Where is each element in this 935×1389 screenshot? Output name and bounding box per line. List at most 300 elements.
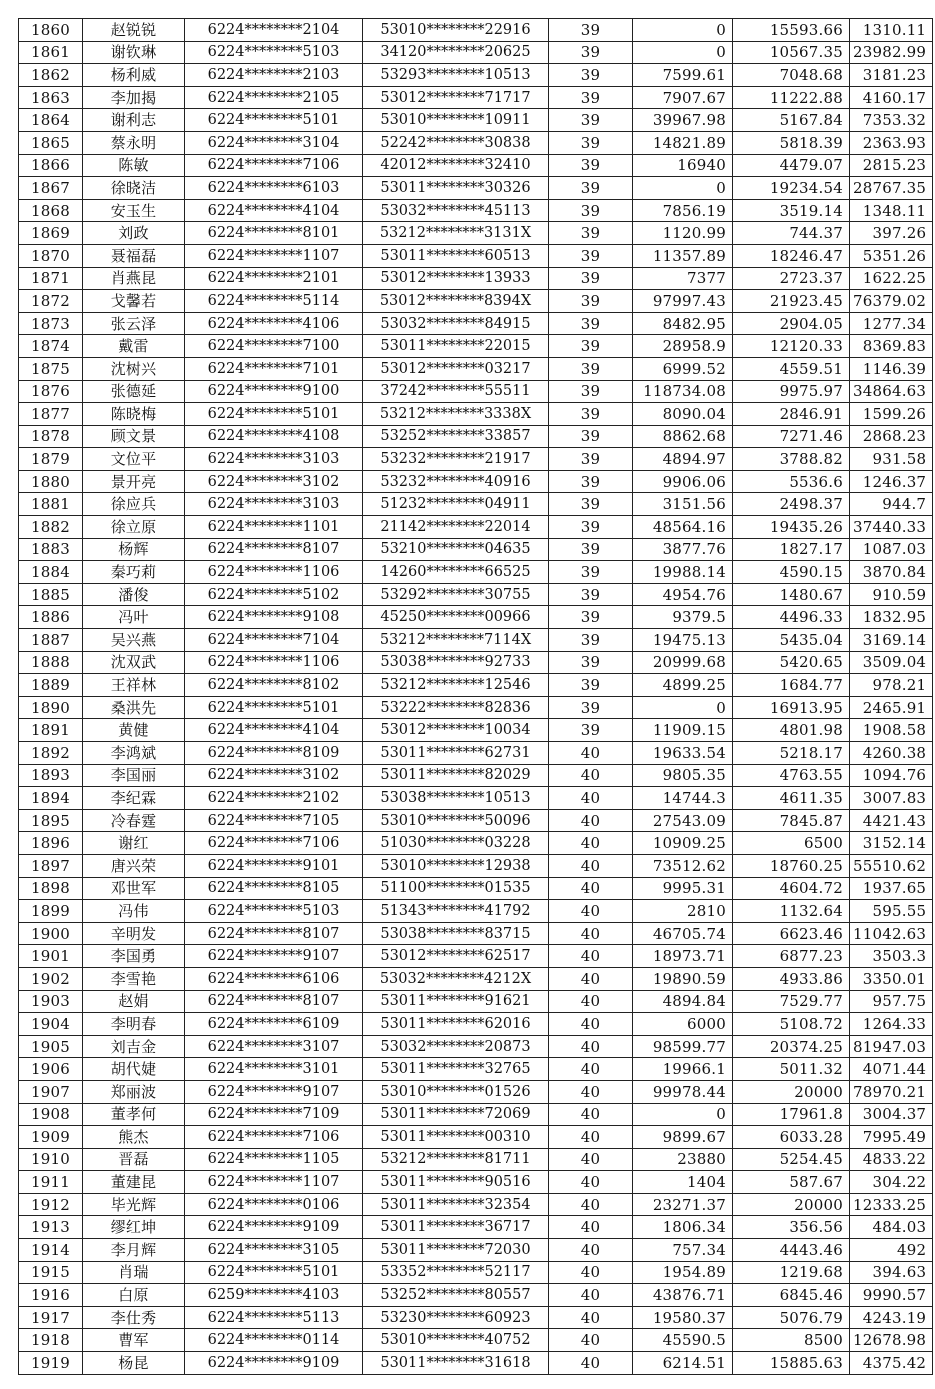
cell-amount-b: 3788.82 bbox=[733, 448, 850, 471]
cell-row-number: 1880 bbox=[19, 470, 83, 493]
cell-bank-account: 6224********7106 bbox=[185, 154, 363, 177]
cell-amount-c: 55510.62 bbox=[850, 854, 933, 877]
cell-age-group: 39 bbox=[549, 357, 633, 380]
cell-amount-a: 6214.51 bbox=[633, 1352, 733, 1375]
cell-bank-account: 6224********1105 bbox=[185, 1148, 363, 1171]
table-row bbox=[19, 1171, 933, 1194]
cell-row-number: 1866 bbox=[19, 154, 83, 177]
cell-bank-account: 6224********7106 bbox=[185, 832, 363, 855]
cell-id-number: 53038********92733 bbox=[363, 651, 549, 674]
cell-amount-b: 7271.46 bbox=[733, 425, 850, 448]
table-row bbox=[19, 109, 933, 132]
cell-age-group: 40 bbox=[549, 1126, 633, 1149]
cell-amount-b: 587.67 bbox=[733, 1171, 850, 1194]
cell-amount-a: 4894.84 bbox=[633, 990, 733, 1013]
table-row bbox=[19, 674, 933, 697]
cell-amount-b: 1219.68 bbox=[733, 1261, 850, 1284]
cell-amount-c: 1622.25 bbox=[850, 267, 933, 290]
cell-amount-b: 3519.14 bbox=[733, 199, 850, 222]
cell-amount-b: 4763.55 bbox=[733, 764, 850, 787]
cell-row-number: 1869 bbox=[19, 222, 83, 245]
cell-amount-b: 12120.33 bbox=[733, 335, 850, 358]
cell-age-group: 39 bbox=[549, 154, 633, 177]
cell-name: 熊杰 bbox=[83, 1126, 185, 1149]
cell-bank-account: 6224********8109 bbox=[185, 742, 363, 765]
table-row bbox=[19, 177, 933, 200]
cell-row-number: 1870 bbox=[19, 244, 83, 267]
cell-row-number: 1893 bbox=[19, 764, 83, 787]
table-row bbox=[19, 742, 933, 765]
cell-age-group: 40 bbox=[549, 1080, 633, 1103]
cell-bank-account: 6224********9101 bbox=[185, 854, 363, 877]
table-row bbox=[19, 1239, 933, 1262]
cell-id-number: 51343********41792 bbox=[363, 900, 549, 923]
cell-amount-c: 910.59 bbox=[850, 583, 933, 606]
table-row bbox=[19, 199, 933, 222]
cell-row-number: 1861 bbox=[19, 41, 83, 64]
cell-row-number: 1881 bbox=[19, 493, 83, 516]
cell-name: 沈双武 bbox=[83, 651, 185, 674]
cell-age-group: 39 bbox=[549, 674, 633, 697]
cell-row-number: 1879 bbox=[19, 448, 83, 471]
cell-age-group: 40 bbox=[549, 1352, 633, 1375]
cell-age-group: 39 bbox=[549, 335, 633, 358]
cell-row-number: 1903 bbox=[19, 990, 83, 1013]
cell-age-group: 40 bbox=[549, 1013, 633, 1036]
cell-amount-b: 4611.35 bbox=[733, 787, 850, 810]
table-row bbox=[19, 1329, 933, 1352]
cell-row-number: 1899 bbox=[19, 900, 83, 923]
cell-id-number: 53032********84915 bbox=[363, 312, 549, 335]
cell-bank-account: 6224********5101 bbox=[185, 696, 363, 719]
cell-amount-c: 492 bbox=[850, 1239, 933, 1262]
cell-amount-a: 39967.98 bbox=[633, 109, 733, 132]
cell-name: 李国勇 bbox=[83, 945, 185, 968]
table-row bbox=[19, 470, 933, 493]
cell-id-number: 53212********3131X bbox=[363, 222, 549, 245]
cell-id-number: 53010********22916 bbox=[363, 19, 549, 42]
cell-amount-b: 4604.72 bbox=[733, 877, 850, 900]
cell-age-group: 39 bbox=[549, 131, 633, 154]
table-row bbox=[19, 719, 933, 742]
cell-bank-account: 6224********4104 bbox=[185, 719, 363, 742]
cell-amount-c: 3503.3 bbox=[850, 945, 933, 968]
table-row bbox=[19, 990, 933, 1013]
cell-bank-account: 6224********5101 bbox=[185, 403, 363, 426]
cell-row-number: 1907 bbox=[19, 1080, 83, 1103]
cell-age-group: 40 bbox=[549, 1148, 633, 1171]
cell-age-group: 39 bbox=[549, 651, 633, 674]
cell-amount-b: 19234.54 bbox=[733, 177, 850, 200]
cell-name: 曹军 bbox=[83, 1329, 185, 1352]
cell-amount-b: 20000 bbox=[733, 1080, 850, 1103]
cell-name: 聂福磊 bbox=[83, 244, 185, 267]
cell-amount-c: 3169.14 bbox=[850, 629, 933, 652]
cell-amount-a: 43876.71 bbox=[633, 1284, 733, 1307]
table-row bbox=[19, 448, 933, 471]
table-row bbox=[19, 787, 933, 810]
table-row bbox=[19, 1013, 933, 1036]
cell-amount-c: 23982.99 bbox=[850, 41, 933, 64]
cell-amount-b: 16913.95 bbox=[733, 696, 850, 719]
cell-id-number: 53012********8394X bbox=[363, 290, 549, 313]
cell-name: 谢钦琳 bbox=[83, 41, 185, 64]
cell-id-number: 53210********04635 bbox=[363, 538, 549, 561]
table-row bbox=[19, 1193, 933, 1216]
cell-amount-a: 8482.95 bbox=[633, 312, 733, 335]
cell-row-number: 1895 bbox=[19, 809, 83, 832]
cell-amount-b: 5536.6 bbox=[733, 470, 850, 493]
cell-id-number: 53011********62016 bbox=[363, 1013, 549, 1036]
cell-name: 戴雷 bbox=[83, 335, 185, 358]
cell-row-number: 1906 bbox=[19, 1058, 83, 1081]
cell-name: 刘政 bbox=[83, 222, 185, 245]
cell-bank-account: 6224********1106 bbox=[185, 561, 363, 584]
cell-id-number: 42012********32410 bbox=[363, 154, 549, 177]
table-row bbox=[19, 19, 933, 42]
cell-amount-a: 7856.19 bbox=[633, 199, 733, 222]
table-row bbox=[19, 131, 933, 154]
cell-id-number: 53011********90516 bbox=[363, 1171, 549, 1194]
cell-amount-a: 27543.09 bbox=[633, 809, 733, 832]
cell-amount-c: 1832.95 bbox=[850, 606, 933, 629]
cell-amount-c: 7995.49 bbox=[850, 1126, 933, 1149]
table-row bbox=[19, 1216, 933, 1239]
cell-bank-account: 6224********9107 bbox=[185, 945, 363, 968]
table-row bbox=[19, 967, 933, 990]
cell-amount-b: 4933.86 bbox=[733, 967, 850, 990]
cell-name: 谢利志 bbox=[83, 109, 185, 132]
cell-bank-account: 6224********7106 bbox=[185, 1126, 363, 1149]
cell-amount-c: 1146.39 bbox=[850, 357, 933, 380]
cell-amount-a: 1120.99 bbox=[633, 222, 733, 245]
cell-row-number: 1888 bbox=[19, 651, 83, 674]
cell-row-number: 1872 bbox=[19, 290, 83, 313]
cell-id-number: 53232********40916 bbox=[363, 470, 549, 493]
cell-amount-c: 484.03 bbox=[850, 1216, 933, 1239]
table-row bbox=[19, 1103, 933, 1126]
cell-id-number: 53011********32765 bbox=[363, 1058, 549, 1081]
table-row bbox=[19, 1261, 933, 1284]
cell-bank-account: 6224********9109 bbox=[185, 1216, 363, 1239]
cell-bank-account: 6224********7101 bbox=[185, 357, 363, 380]
cell-amount-b: 7529.77 bbox=[733, 990, 850, 1013]
cell-amount-b: 18760.25 bbox=[733, 854, 850, 877]
cell-age-group: 40 bbox=[549, 764, 633, 787]
cell-row-number: 1896 bbox=[19, 832, 83, 855]
cell-amount-c: 78970.21 bbox=[850, 1080, 933, 1103]
cell-age-group: 40 bbox=[549, 1284, 633, 1307]
cell-row-number: 1909 bbox=[19, 1126, 83, 1149]
cell-row-number: 1874 bbox=[19, 335, 83, 358]
cell-id-number: 53292********30755 bbox=[363, 583, 549, 606]
cell-name: 黄健 bbox=[83, 719, 185, 742]
cell-amount-c: 957.75 bbox=[850, 990, 933, 1013]
cell-row-number: 1887 bbox=[19, 629, 83, 652]
cell-amount-a: 97997.43 bbox=[633, 290, 733, 313]
cell-bank-account: 6224********9108 bbox=[185, 606, 363, 629]
cell-amount-b: 9975.97 bbox=[733, 380, 850, 403]
cell-amount-b: 2723.37 bbox=[733, 267, 850, 290]
cell-amount-c: 1087.03 bbox=[850, 538, 933, 561]
cell-id-number: 53038********83715 bbox=[363, 922, 549, 945]
cell-name: 潘俊 bbox=[83, 583, 185, 606]
cell-bank-account: 6224********3102 bbox=[185, 764, 363, 787]
cell-amount-b: 18246.47 bbox=[733, 244, 850, 267]
table-row bbox=[19, 629, 933, 652]
cell-age-group: 39 bbox=[549, 312, 633, 335]
cell-age-group: 40 bbox=[549, 945, 633, 968]
cell-name: 李加揭 bbox=[83, 86, 185, 109]
cell-name: 徐应兵 bbox=[83, 493, 185, 516]
cell-age-group: 40 bbox=[549, 832, 633, 855]
table-row bbox=[19, 1035, 933, 1058]
cell-amount-b: 5435.04 bbox=[733, 629, 850, 652]
cell-row-number: 1868 bbox=[19, 199, 83, 222]
cell-amount-c: 4833.22 bbox=[850, 1148, 933, 1171]
cell-row-number: 1875 bbox=[19, 357, 83, 380]
table-row bbox=[19, 290, 933, 313]
cell-amount-a: 99978.44 bbox=[633, 1080, 733, 1103]
cell-age-group: 39 bbox=[549, 267, 633, 290]
table-row bbox=[19, 41, 933, 64]
cell-name: 李纪霖 bbox=[83, 787, 185, 810]
cell-name: 晋磊 bbox=[83, 1148, 185, 1171]
table-row bbox=[19, 86, 933, 109]
cell-row-number: 1876 bbox=[19, 380, 83, 403]
cell-bank-account: 6224********3102 bbox=[185, 470, 363, 493]
cell-bank-account: 6224********9100 bbox=[185, 380, 363, 403]
cell-id-number: 53010********12938 bbox=[363, 854, 549, 877]
cell-row-number: 1898 bbox=[19, 877, 83, 900]
cell-amount-a: 757.34 bbox=[633, 1239, 733, 1262]
table-row bbox=[19, 1080, 933, 1103]
cell-amount-a: 4954.76 bbox=[633, 583, 733, 606]
cell-name: 白原 bbox=[83, 1284, 185, 1307]
cell-amount-c: 931.58 bbox=[850, 448, 933, 471]
cell-amount-c: 8369.83 bbox=[850, 335, 933, 358]
cell-amount-b: 2498.37 bbox=[733, 493, 850, 516]
cell-amount-c: 34864.63 bbox=[850, 380, 933, 403]
cell-amount-a: 6999.52 bbox=[633, 357, 733, 380]
cell-amount-b: 6500 bbox=[733, 832, 850, 855]
cell-age-group: 39 bbox=[549, 86, 633, 109]
cell-amount-c: 1908.58 bbox=[850, 719, 933, 742]
cell-name: 冯叶 bbox=[83, 606, 185, 629]
cell-bank-account: 6224********8101 bbox=[185, 222, 363, 245]
cell-amount-a: 45590.5 bbox=[633, 1329, 733, 1352]
table-row bbox=[19, 538, 933, 561]
cell-id-number: 53011********31618 bbox=[363, 1352, 549, 1375]
cell-amount-c: 3509.04 bbox=[850, 651, 933, 674]
cell-id-number: 53352********52117 bbox=[363, 1261, 549, 1284]
cell-row-number: 1871 bbox=[19, 267, 83, 290]
cell-amount-a: 9805.35 bbox=[633, 764, 733, 787]
cell-amount-b: 5108.72 bbox=[733, 1013, 850, 1036]
table-row bbox=[19, 561, 933, 584]
cell-name: 张云泽 bbox=[83, 312, 185, 335]
cell-id-number: 51030********03228 bbox=[363, 832, 549, 855]
cell-amount-a: 8090.04 bbox=[633, 403, 733, 426]
cell-bank-account: 6224********6109 bbox=[185, 1013, 363, 1036]
cell-name: 谢红 bbox=[83, 832, 185, 855]
table-row bbox=[19, 312, 933, 335]
cell-age-group: 40 bbox=[549, 1306, 633, 1329]
cell-age-group: 39 bbox=[549, 448, 633, 471]
cell-age-group: 39 bbox=[549, 561, 633, 584]
cell-bank-account: 6224********7105 bbox=[185, 809, 363, 832]
cell-id-number: 53212********3338X bbox=[363, 403, 549, 426]
cell-amount-b: 17961.8 bbox=[733, 1103, 850, 1126]
cell-age-group: 39 bbox=[549, 493, 633, 516]
table-row bbox=[19, 854, 933, 877]
table-row bbox=[19, 493, 933, 516]
cell-amount-c: 1246.37 bbox=[850, 470, 933, 493]
cell-amount-c: 3004.37 bbox=[850, 1103, 933, 1126]
cell-row-number: 1891 bbox=[19, 719, 83, 742]
table-row bbox=[19, 425, 933, 448]
cell-name: 杨昆 bbox=[83, 1352, 185, 1375]
cell-amount-b: 356.56 bbox=[733, 1216, 850, 1239]
cell-row-number: 1914 bbox=[19, 1239, 83, 1262]
cell-amount-b: 6033.28 bbox=[733, 1126, 850, 1149]
table-row bbox=[19, 64, 933, 87]
cell-name: 唐兴荣 bbox=[83, 854, 185, 877]
cell-row-number: 1908 bbox=[19, 1103, 83, 1126]
cell-bank-account: 6259********4103 bbox=[185, 1284, 363, 1307]
cell-bank-account: 6224********1101 bbox=[185, 516, 363, 539]
cell-id-number: 53011********60513 bbox=[363, 244, 549, 267]
cell-row-number: 1900 bbox=[19, 922, 83, 945]
cell-amount-a: 18973.71 bbox=[633, 945, 733, 968]
cell-bank-account: 6224********3107 bbox=[185, 1035, 363, 1058]
cell-amount-c: 2868.23 bbox=[850, 425, 933, 448]
cell-age-group: 39 bbox=[549, 177, 633, 200]
cell-bank-account: 6224********4108 bbox=[185, 425, 363, 448]
cell-amount-b: 6845.46 bbox=[733, 1284, 850, 1307]
cell-age-group: 39 bbox=[549, 64, 633, 87]
cell-row-number: 1873 bbox=[19, 312, 83, 335]
cell-id-number: 53212********12546 bbox=[363, 674, 549, 697]
cell-amount-a: 3151.56 bbox=[633, 493, 733, 516]
cell-amount-c: 1264.33 bbox=[850, 1013, 933, 1036]
cell-row-number: 1919 bbox=[19, 1352, 83, 1375]
cell-amount-b: 4801.98 bbox=[733, 719, 850, 742]
cell-amount-b: 4443.46 bbox=[733, 1239, 850, 1262]
cell-id-number: 53012********03217 bbox=[363, 357, 549, 380]
cell-amount-a: 23880 bbox=[633, 1148, 733, 1171]
cell-amount-b: 20374.25 bbox=[733, 1035, 850, 1058]
cell-amount-a: 11909.15 bbox=[633, 719, 733, 742]
cell-id-number: 53010********50096 bbox=[363, 809, 549, 832]
cell-bank-account: 6224********3104 bbox=[185, 131, 363, 154]
cell-age-group: 40 bbox=[549, 1058, 633, 1081]
cell-age-group: 39 bbox=[549, 199, 633, 222]
cell-row-number: 1918 bbox=[19, 1329, 83, 1352]
cell-amount-c: 5351.26 bbox=[850, 244, 933, 267]
cell-amount-b: 8500 bbox=[733, 1329, 850, 1352]
cell-amount-c: 28767.35 bbox=[850, 177, 933, 200]
cell-amount-c: 37440.33 bbox=[850, 516, 933, 539]
cell-amount-b: 11222.88 bbox=[733, 86, 850, 109]
cell-amount-c: 2363.93 bbox=[850, 131, 933, 154]
cell-amount-a: 7377 bbox=[633, 267, 733, 290]
cell-age-group: 40 bbox=[549, 809, 633, 832]
cell-amount-a: 9995.31 bbox=[633, 877, 733, 900]
cell-amount-a: 2810 bbox=[633, 900, 733, 923]
cell-amount-c: 944.7 bbox=[850, 493, 933, 516]
table-row bbox=[19, 764, 933, 787]
cell-amount-a: 0 bbox=[633, 177, 733, 200]
cell-amount-a: 19988.14 bbox=[633, 561, 733, 584]
cell-amount-b: 5420.65 bbox=[733, 651, 850, 674]
cell-name: 刘吉金 bbox=[83, 1035, 185, 1058]
table-row bbox=[19, 380, 933, 403]
cell-id-number: 53038********10513 bbox=[363, 787, 549, 810]
cell-row-number: 1892 bbox=[19, 742, 83, 765]
cell-name: 桑洪先 bbox=[83, 696, 185, 719]
cell-amount-a: 1806.34 bbox=[633, 1216, 733, 1239]
cell-amount-b: 4496.33 bbox=[733, 606, 850, 629]
cell-age-group: 40 bbox=[549, 1216, 633, 1239]
cell-bank-account: 6224********4104 bbox=[185, 199, 363, 222]
cell-bank-account: 6224********5101 bbox=[185, 109, 363, 132]
cell-row-number: 1904 bbox=[19, 1013, 83, 1036]
cell-amount-c: 3007.83 bbox=[850, 787, 933, 810]
cell-name: 李国丽 bbox=[83, 764, 185, 787]
cell-bank-account: 6224********7109 bbox=[185, 1103, 363, 1126]
cell-row-number: 1860 bbox=[19, 19, 83, 42]
cell-amount-a: 4899.25 bbox=[633, 674, 733, 697]
cell-age-group: 39 bbox=[549, 222, 633, 245]
cell-amount-c: 1599.26 bbox=[850, 403, 933, 426]
table-row bbox=[19, 809, 933, 832]
cell-amount-c: 1348.11 bbox=[850, 199, 933, 222]
cell-name: 吴兴燕 bbox=[83, 629, 185, 652]
cell-bank-account: 6224********5103 bbox=[185, 41, 363, 64]
cell-amount-a: 1404 bbox=[633, 1171, 733, 1194]
cell-amount-b: 19435.26 bbox=[733, 516, 850, 539]
cell-row-number: 1890 bbox=[19, 696, 83, 719]
cell-amount-a: 0 bbox=[633, 1103, 733, 1126]
cell-id-number: 37242********55511 bbox=[363, 380, 549, 403]
cell-amount-a: 9379.5 bbox=[633, 606, 733, 629]
cell-id-number: 51232********04911 bbox=[363, 493, 549, 516]
cell-id-number: 53011********32354 bbox=[363, 1193, 549, 1216]
cell-id-number: 53011********62731 bbox=[363, 742, 549, 765]
cell-bank-account: 6224********9109 bbox=[185, 1352, 363, 1375]
cell-amount-c: 81947.03 bbox=[850, 1035, 933, 1058]
cell-age-group: 39 bbox=[549, 41, 633, 64]
table-row bbox=[19, 154, 933, 177]
cell-name: 王祥林 bbox=[83, 674, 185, 697]
cell-amount-a: 7599.61 bbox=[633, 64, 733, 87]
cell-age-group: 40 bbox=[549, 1239, 633, 1262]
cell-amount-b: 21923.45 bbox=[733, 290, 850, 313]
cell-name: 董孝何 bbox=[83, 1103, 185, 1126]
cell-name: 胡代婕 bbox=[83, 1058, 185, 1081]
cell-age-group: 39 bbox=[549, 696, 633, 719]
cell-amount-a: 10909.25 bbox=[633, 832, 733, 855]
cell-id-number: 53012********71717 bbox=[363, 86, 549, 109]
cell-amount-c: 3152.14 bbox=[850, 832, 933, 855]
table-row bbox=[19, 900, 933, 923]
cell-amount-c: 4375.42 bbox=[850, 1352, 933, 1375]
cell-amount-a: 48564.16 bbox=[633, 516, 733, 539]
cell-amount-a: 11357.89 bbox=[633, 244, 733, 267]
cell-row-number: 1867 bbox=[19, 177, 83, 200]
cell-amount-a: 3877.76 bbox=[633, 538, 733, 561]
